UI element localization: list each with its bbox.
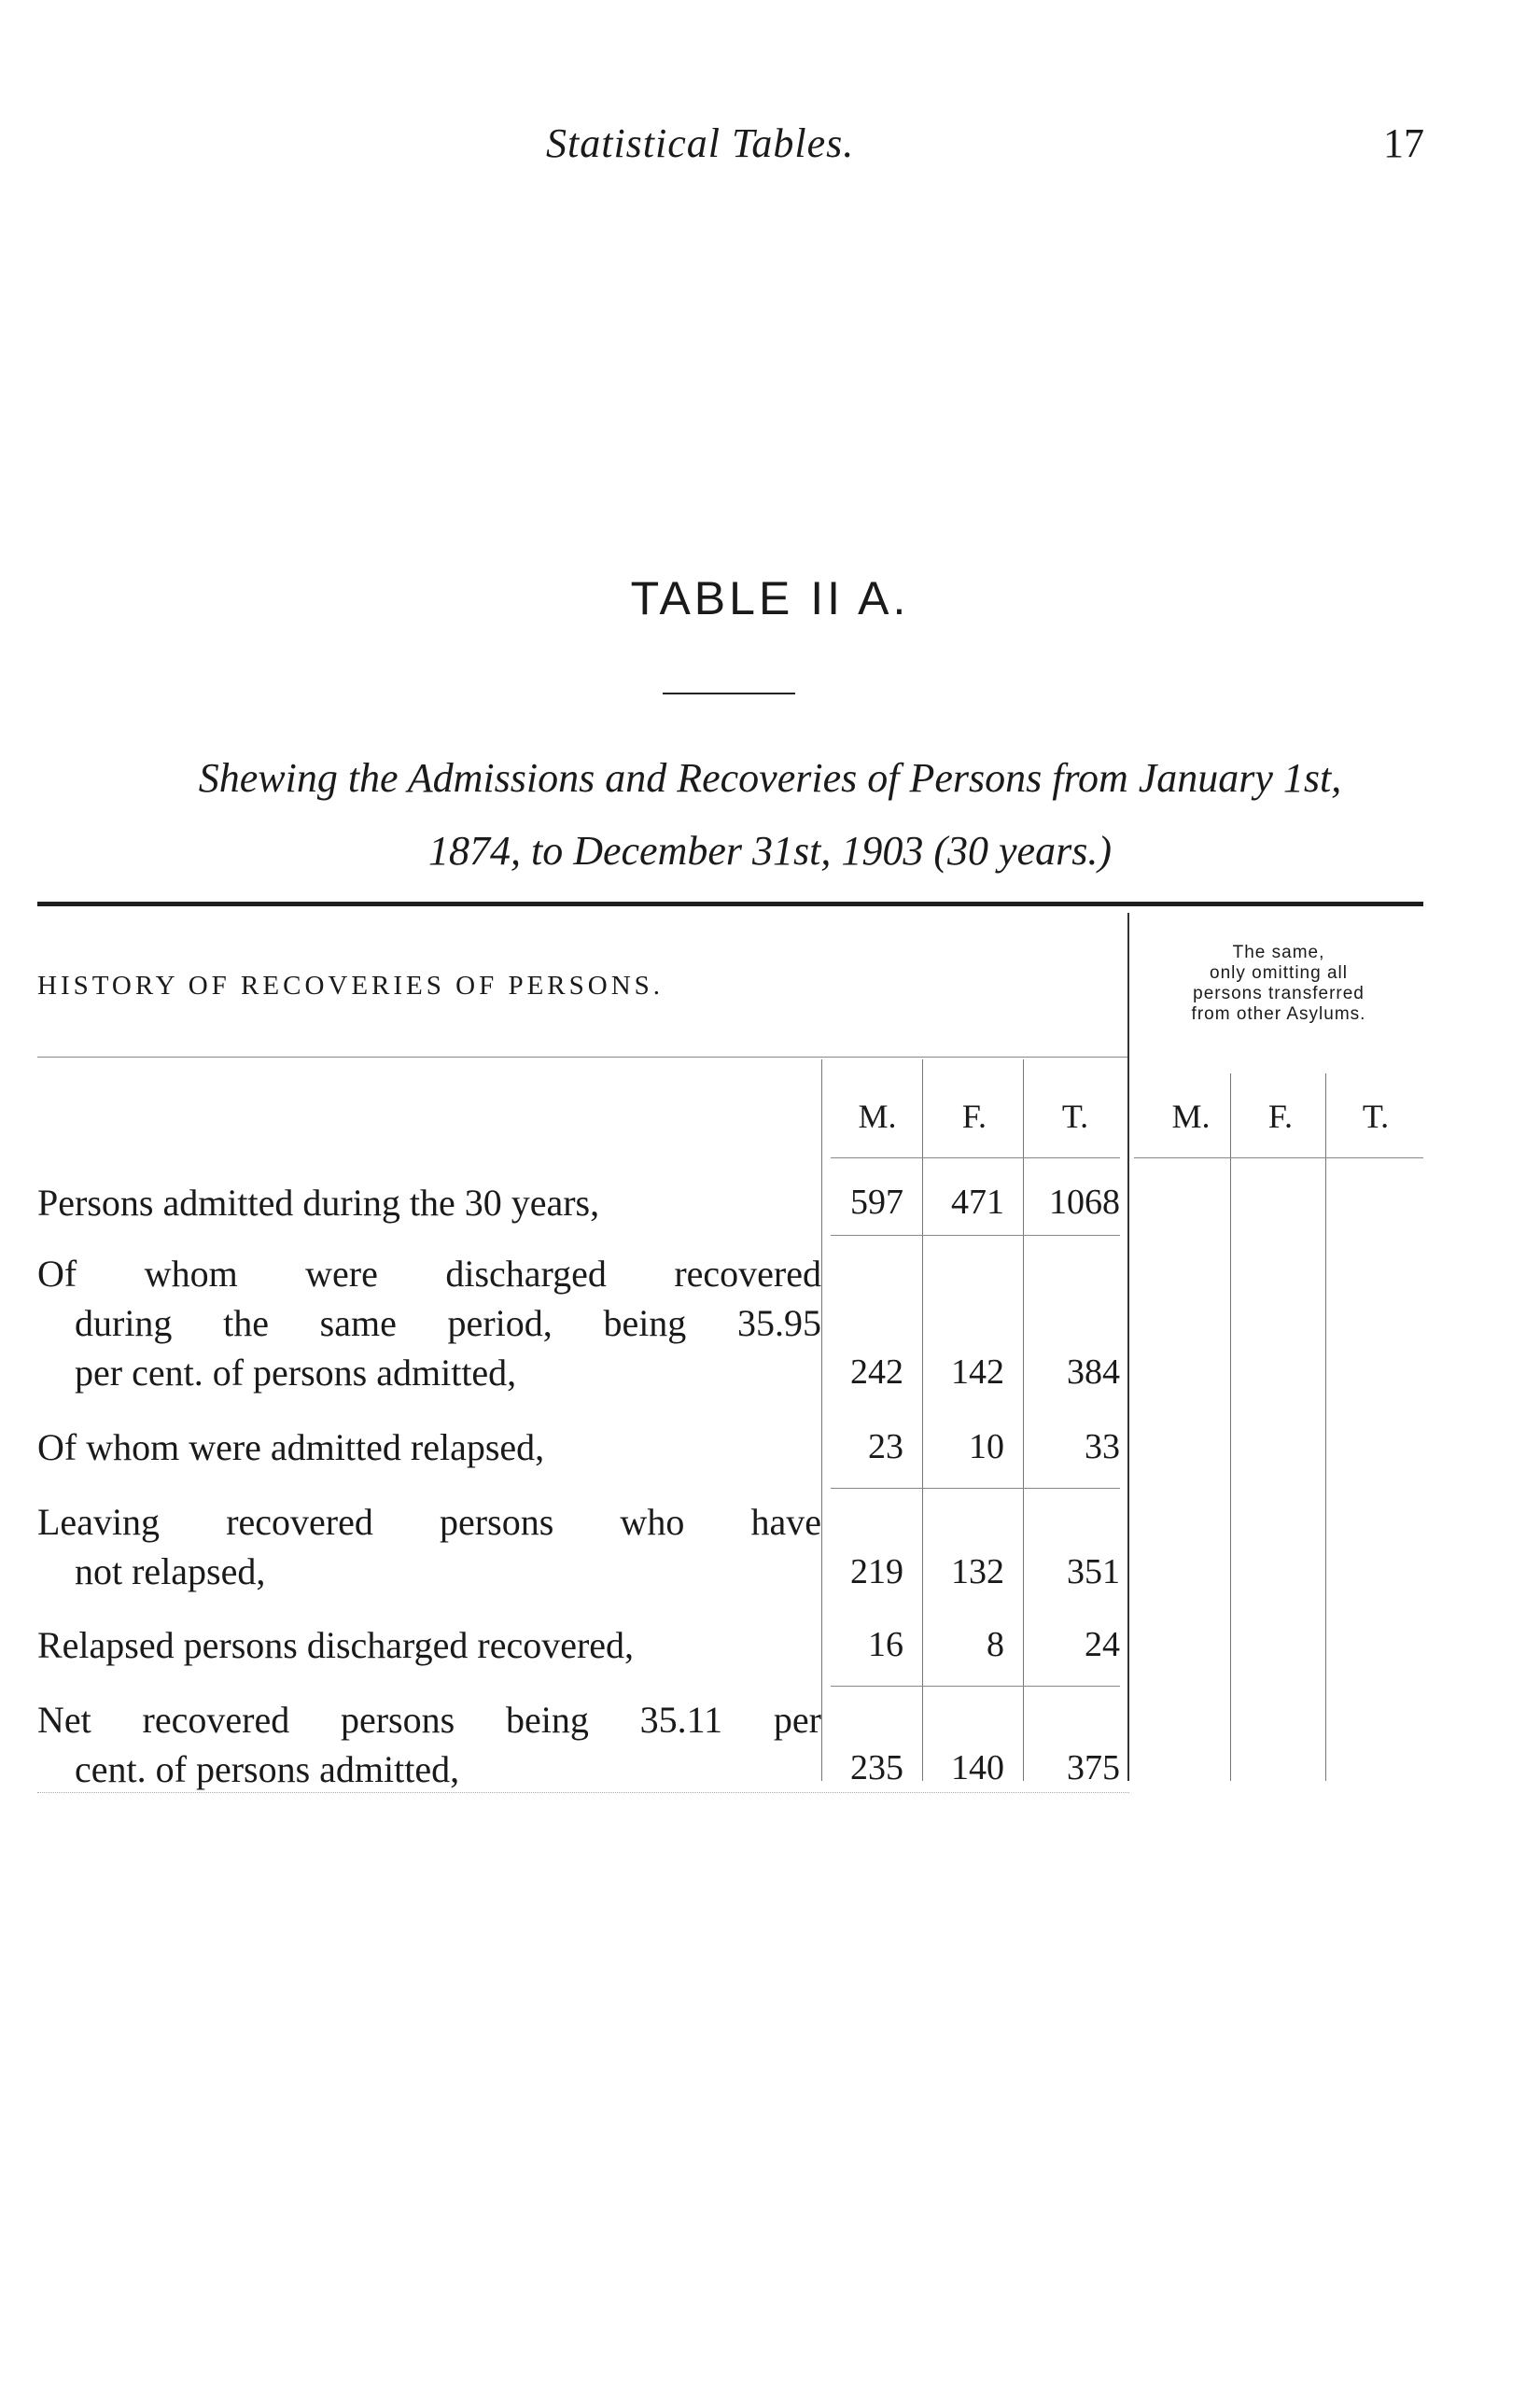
same-note	[1129, 943, 1428, 1025]
title-rule	[663, 693, 795, 694]
col-head-f2: F.	[1267, 1098, 1294, 1135]
cell-f: 142	[951, 1352, 1004, 1392]
row-label	[37, 1620, 821, 1670]
row-label	[37, 1497, 821, 1596]
row-label	[37, 1695, 821, 1794]
cell-f: 140	[951, 1748, 1004, 1787]
row-rule	[831, 1235, 1120, 1236]
cell-t: 351	[1067, 1552, 1120, 1591]
row-label-line: not relapsed,	[75, 1550, 266, 1592]
cell-m: 16	[868, 1625, 903, 1664]
col-sep-3	[1023, 1059, 1024, 1781]
cell-f: 10	[969, 1427, 1004, 1466]
row-label-line: cent. of persons admitted,	[75, 1748, 460, 1790]
cell-t: 375	[1067, 1748, 1120, 1787]
cell-f: 471	[951, 1183, 1004, 1222]
row-label-line: Leaving recovered persons who have	[37, 1501, 821, 1543]
col-head-rule-2	[1134, 1157, 1423, 1158]
heading-rule	[37, 1057, 1129, 1058]
col-head-m: M.	[858, 1098, 897, 1135]
cell-m: 242	[850, 1352, 903, 1392]
same-note-line-3: persons transferred	[1193, 984, 1365, 1003]
row-label	[37, 1422, 821, 1472]
main-divider	[1127, 913, 1129, 1781]
subtitle-line-2: 1874, to December 31st, 1903 (30 years.)	[428, 828, 1112, 874]
col-sep-2	[922, 1059, 923, 1781]
row-label-line: per cent. of persons admitted,	[75, 1352, 517, 1394]
row-label	[37, 1249, 821, 1397]
cell-m: 235	[850, 1748, 903, 1787]
thick-rule	[37, 902, 1423, 906]
cell-m: 597	[850, 1183, 903, 1222]
row-label-line: during the same period, being 35.95	[75, 1302, 821, 1344]
history-heading: HISTORY OF RECOVERIES OF PERSONS.	[37, 971, 665, 1001]
col-sep-5	[1325, 1073, 1326, 1781]
col-head-m2: M.	[1171, 1098, 1211, 1135]
cell-t: 384	[1067, 1352, 1120, 1392]
table-bottom-rule	[37, 1792, 1129, 1793]
col-sep-4	[1230, 1073, 1231, 1781]
same-note-line-1: The same,	[1232, 943, 1325, 962]
running-title: Statistical Tables.	[546, 120, 855, 166]
row-label	[37, 1178, 821, 1227]
row-label-line: Net recovered persons being 35.11 per	[37, 1699, 821, 1741]
same-note-line-4: from other Asylums.	[1191, 1004, 1366, 1024]
page-number: 17	[1383, 120, 1424, 166]
table-title: TABLE II A.	[630, 572, 910, 624]
col-head-t2: T.	[1362, 1098, 1390, 1135]
cell-f: 132	[951, 1552, 1004, 1591]
col-sep-1	[821, 1059, 822, 1781]
cell-f: 8	[987, 1625, 1004, 1664]
row-label-line: Of whom were admitted relapsed,	[37, 1426, 545, 1468]
subtitle-line-1: Shewing the Admissions and Recoveries of Persons from January 1st,	[198, 755, 1342, 801]
cell-m: 23	[868, 1427, 903, 1466]
col-head-rule-1	[831, 1157, 1120, 1158]
row-rule	[831, 1686, 1120, 1687]
col-head-t: T.	[1061, 1098, 1089, 1135]
same-note-line-2: only omitting all	[1210, 963, 1348, 983]
cell-t: 1068	[1049, 1183, 1120, 1222]
cell-t: 24	[1085, 1625, 1120, 1664]
cell-t: 33	[1085, 1427, 1120, 1466]
row-label-line: Relapsed persons discharged recovered,	[37, 1624, 635, 1666]
row-label-line: Of whom were discharged recovered	[37, 1253, 821, 1295]
row-label-line: Persons admitted during the 30 years,	[37, 1182, 600, 1224]
running-head	[0, 119, 1540, 175]
col-head-f: F.	[961, 1098, 987, 1135]
row-rule	[831, 1488, 1120, 1489]
cell-m: 219	[850, 1552, 903, 1591]
